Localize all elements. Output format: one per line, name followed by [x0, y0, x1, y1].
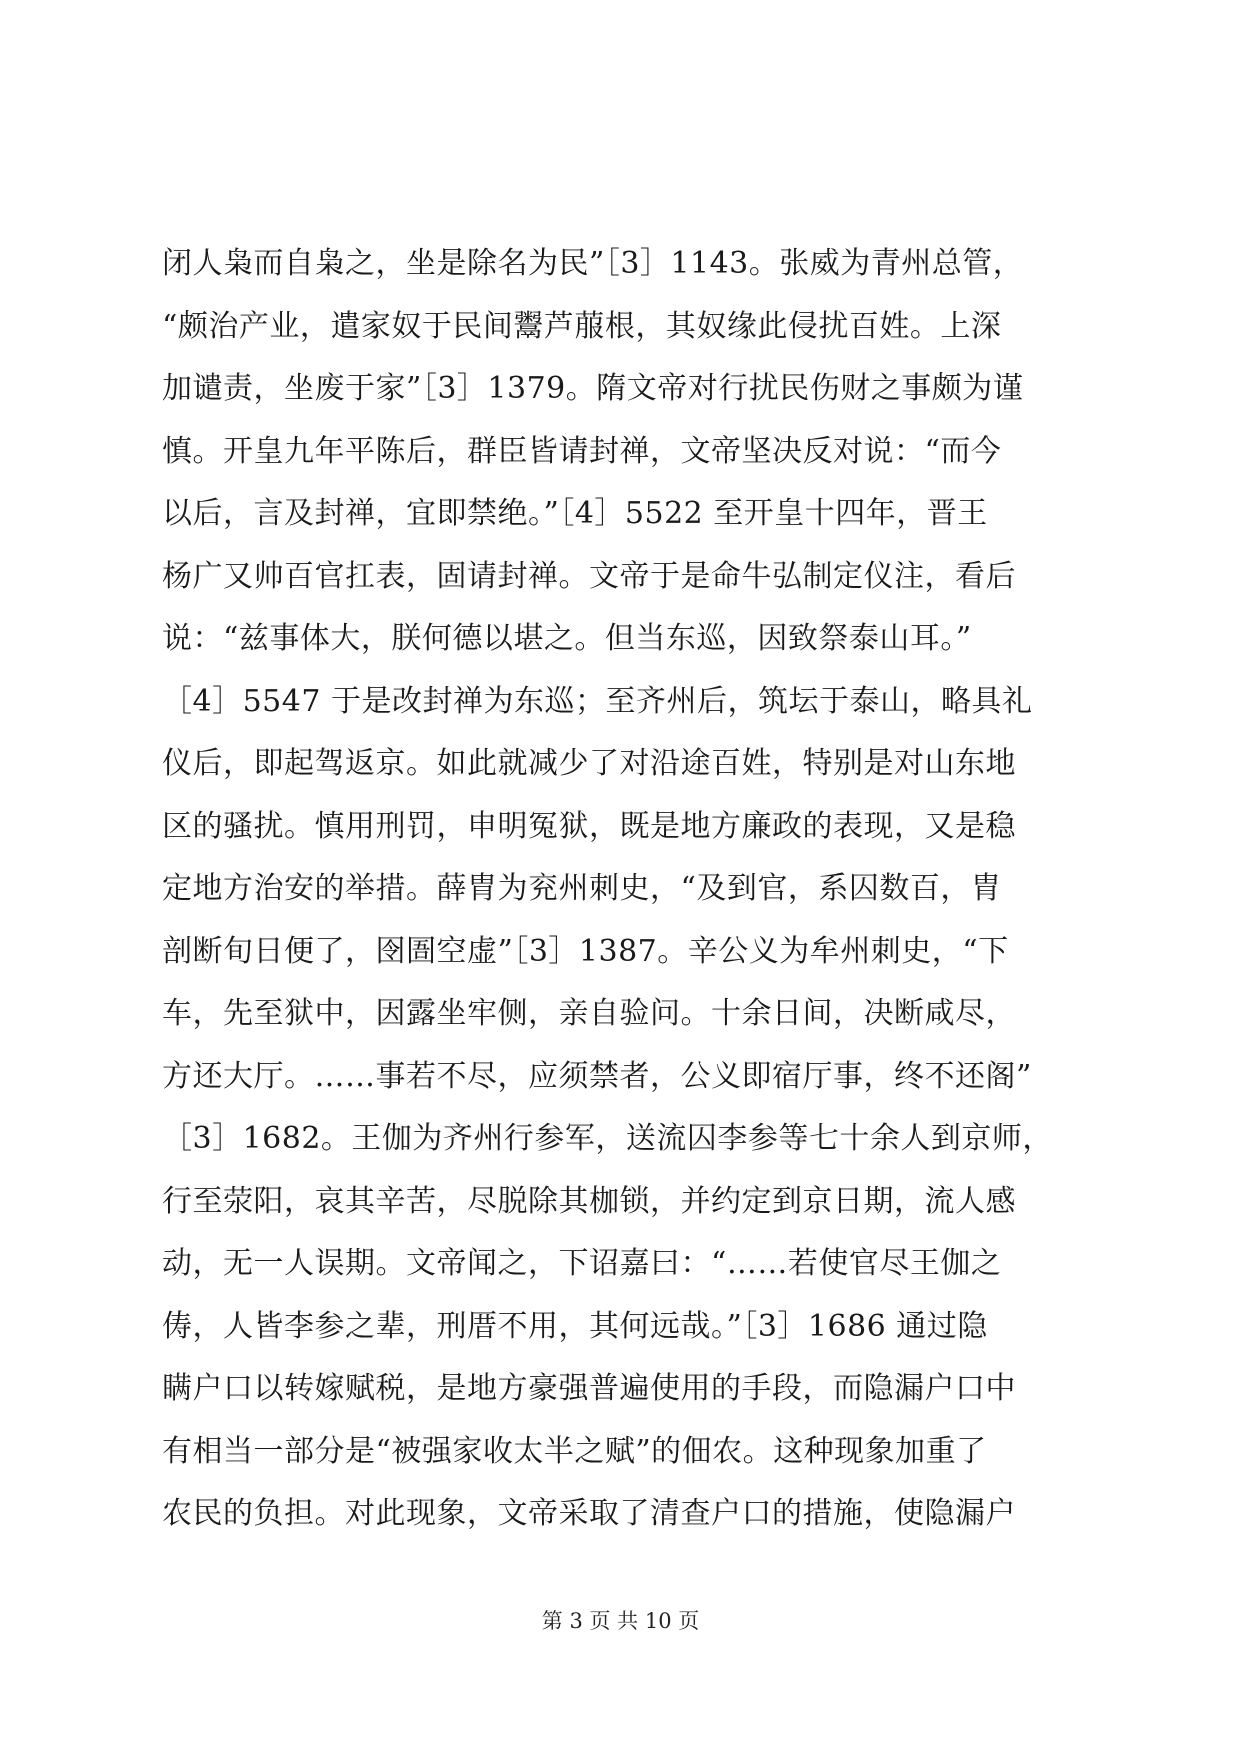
- text-line: 有相当一部分是“被强家收太半之赋”的佃农。这种现象加重了: [162, 1433, 987, 1469]
- text-line: 农民的负担。对此现象，文帝采取了清查户口的措施，使隐漏户: [162, 1496, 1016, 1531]
- text-line: 定地方治安的举措。薛胄为兖州刺史，“及到官，系囚数百，胄: [162, 871, 1002, 906]
- text-line: 以后，言及封禅，宜即禁绝。”［4］5522 至开皇十四年，晋王: [162, 496, 988, 531]
- text-line: 慎。开皇九年平陈后，群臣皆请封禅，文帝坚决反对说：“而今: [162, 433, 1002, 469]
- text-line: 动，无一人误期。文帝闻之，下诏嘉曰：“……若使官尽王伽之: [162, 1246, 1002, 1281]
- text-line: ［4］5547 于是改封禅为东巡；至齐州后，筑坛于泰山，略具礼: [162, 683, 1033, 719]
- text-line: 仪后，即起驾返京。如此就减少了对沿途百姓，特别是对山东地: [162, 746, 1016, 781]
- text-line: 行至荥阳，哀其辛苦，尽脱除其枷锁，并约定到京日期，流人感: [162, 1183, 1016, 1219]
- text-line: 车，先至狱中，因露坐牢侧，亲自验问。十余日间，决断咸尽，: [162, 996, 1016, 1031]
- body-text: [162, 233, 1082, 1546]
- page-number-footer: 第 3 页 共 10 页: [541, 1609, 700, 1633]
- text-line: 加谴责，坐废于家”［3］1379。隋文帝对行扰民伤财之事颇为谨: [162, 371, 1024, 406]
- text-line: 说：“兹事体大，朕何德以堪之。但当东巡，因致祭泰山耳。”: [162, 621, 972, 656]
- text-line: 剖断旬日便了，囹圄空虚”［3］1387。辛公义为牟州刺史，“下: [162, 933, 1009, 969]
- text-line: 闭人枭而自枭之，坐是除名为民”［3］1143。张威为青州总管，: [162, 246, 1024, 281]
- text-line: 瞒户口以转嫁赋税，是地方豪强普遍使用的手段，而隐漏户口中: [162, 1371, 1016, 1406]
- text-line: ［3］1682。王伽为齐州行参军，送流囚李参等七十余人到京师，: [162, 1121, 1053, 1156]
- text-line: 杨广又帅百官扛表，固请封禅。文帝于是命牛弘制定仪注，看后: [162, 558, 1016, 594]
- text-line: 区的骚扰。慎用刑罚，申明冤狱，既是地方廉政的表现，又是稳: [162, 808, 1016, 844]
- text-line: 俦，人皆李参之辈，刑厝不用，其何远哉。”［3］1686 通过隐: [162, 1308, 988, 1344]
- text-line: “颇治产业，遣家奴于民间鬻芦菔根，其奴缘此侵扰百姓。上深: [162, 308, 1002, 344]
- text-line: 方还大厅。……事若不尽，应须禁者，公义即宿厅事，终不还阁”: [162, 1058, 1032, 1094]
